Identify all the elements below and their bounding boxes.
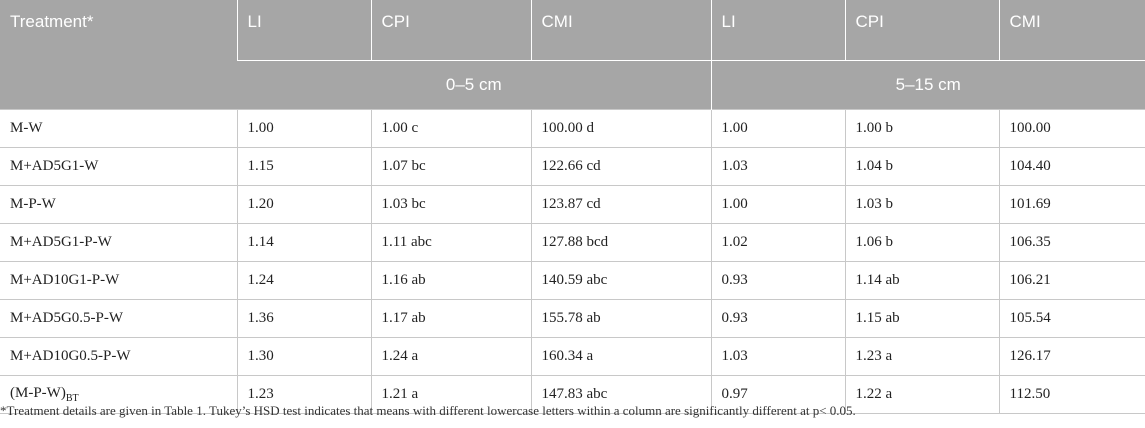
- cell-cmi-5-15: 112.50: [999, 376, 1145, 414]
- cell-cpi-0-5: 1.21 a: [371, 376, 531, 414]
- cell-treatment: M+AD5G0.5-P-W: [0, 300, 237, 338]
- cell-li-5-15: 0.93: [711, 262, 845, 300]
- cell-treatment: M+AD5G1-W: [0, 148, 237, 186]
- cell-cmi-5-15: 126.17: [999, 338, 1145, 376]
- cell-cmi-5-15: 101.69: [999, 186, 1145, 224]
- header-li-5-15: LI: [711, 0, 845, 61]
- table-row: [0, 148, 1145, 186]
- cell-cpi-0-5: 1.16 ab: [371, 262, 531, 300]
- cell-cpi-0-5: 1.11 abc: [371, 224, 531, 262]
- header-cpi-5-15: CPI: [845, 0, 999, 61]
- cell-li-5-15: 1.03: [711, 338, 845, 376]
- treatment-subscript: BT: [65, 393, 79, 404]
- cell-li-5-15: 1.03: [711, 148, 845, 186]
- table-footnote: *Treatment details are given in Table 1. Tukey’s HSD test indicates that means with different lowercase letters within a column are significantly different at p< 0.05.: [0, 403, 856, 418]
- cell-treatment: M-P-W: [0, 186, 237, 224]
- cell-cmi-0-5: 160.34 a: [531, 338, 711, 376]
- cell-li-0-5: 1.14: [237, 224, 371, 262]
- cell-li-0-5: 1.15: [237, 148, 371, 186]
- cell-cpi-5-15: 1.15 ab: [845, 300, 999, 338]
- cell-cmi-5-15: 106.21: [999, 262, 1145, 300]
- header-cmi-0-5: CMI: [531, 0, 711, 61]
- table-row: [0, 262, 1145, 300]
- cell-treatment: M+AD5G1-P-W: [0, 224, 237, 262]
- table-row: [0, 186, 1145, 224]
- cell-treatment: M+AD10G1-P-W: [0, 262, 237, 300]
- cell-treatment: M-W: [0, 110, 237, 148]
- cell-treatment: M+AD10G0.5-P-W: [0, 338, 237, 376]
- cell-li-0-5: 1.24: [237, 262, 371, 300]
- table-row: [0, 300, 1145, 338]
- cell-li-0-5: 1.00: [237, 110, 371, 148]
- cell-li-5-15: 1.00: [711, 186, 845, 224]
- treatment-label: (M-P-W): [10, 385, 66, 401]
- cell-cmi-0-5: 123.87 cd: [531, 186, 711, 224]
- cell-cpi-0-5: 1.17 ab: [371, 300, 531, 338]
- cell-cmi-0-5: 122.66 cd: [531, 148, 711, 186]
- cell-cpi-5-15: 1.22 a: [845, 376, 999, 414]
- cell-li-5-15: 0.97: [711, 376, 845, 414]
- header-cmi-5-15: CMI: [999, 0, 1145, 61]
- cell-cpi-5-15: 1.03 b: [845, 186, 999, 224]
- header-li-0-5: LI: [237, 0, 371, 61]
- cell-cmi-5-15: 105.54: [999, 300, 1145, 338]
- cell-cpi-0-5: 1.24 a: [371, 338, 531, 376]
- cell-cpi-5-15: 1.14 ab: [845, 262, 999, 300]
- cell-cmi-0-5: 147.83 abc: [531, 376, 711, 414]
- cell-li-0-5: 1.36: [237, 300, 371, 338]
- table-row: [0, 338, 1145, 376]
- cell-li-5-15: 1.02: [711, 224, 845, 262]
- cell-cmi-0-5: 155.78 ab: [531, 300, 711, 338]
- cell-li-0-5: 1.30: [237, 338, 371, 376]
- cell-cmi-5-15: 106.35: [999, 224, 1145, 262]
- table-row: [0, 110, 1145, 148]
- header-cpi-0-5: CPI: [371, 0, 531, 61]
- cell-cmi-5-15: 104.40: [999, 148, 1145, 186]
- header-depth-0-5: 0–5 cm: [237, 61, 711, 110]
- cell-li-5-15: 1.00: [711, 110, 845, 148]
- cell-cpi-0-5: 1.03 bc: [371, 186, 531, 224]
- cell-cpi-5-15: 1.23 a: [845, 338, 999, 376]
- cell-cpi-5-15: 1.04 b: [845, 148, 999, 186]
- cell-cpi-5-15: 1.00 b: [845, 110, 999, 148]
- cell-cmi-5-15: 100.00: [999, 110, 1145, 148]
- table-row: [0, 224, 1145, 262]
- cell-cpi-0-5: 1.00 c: [371, 110, 531, 148]
- cell-cmi-0-5: 127.88 bcd: [531, 224, 711, 262]
- header-treatment: Treatment*: [0, 0, 237, 110]
- cell-cmi-0-5: 100.00 d: [531, 110, 711, 148]
- cell-cmi-0-5: 140.59 abc: [531, 262, 711, 300]
- cell-cpi-0-5: 1.07 bc: [371, 148, 531, 186]
- header-depth-5-15: 5–15 cm: [711, 61, 1145, 110]
- cell-li-5-15: 0.93: [711, 300, 845, 338]
- cell-li-0-5: 1.23: [237, 376, 371, 414]
- cell-cpi-5-15: 1.06 b: [845, 224, 999, 262]
- cell-li-0-5: 1.20: [237, 186, 371, 224]
